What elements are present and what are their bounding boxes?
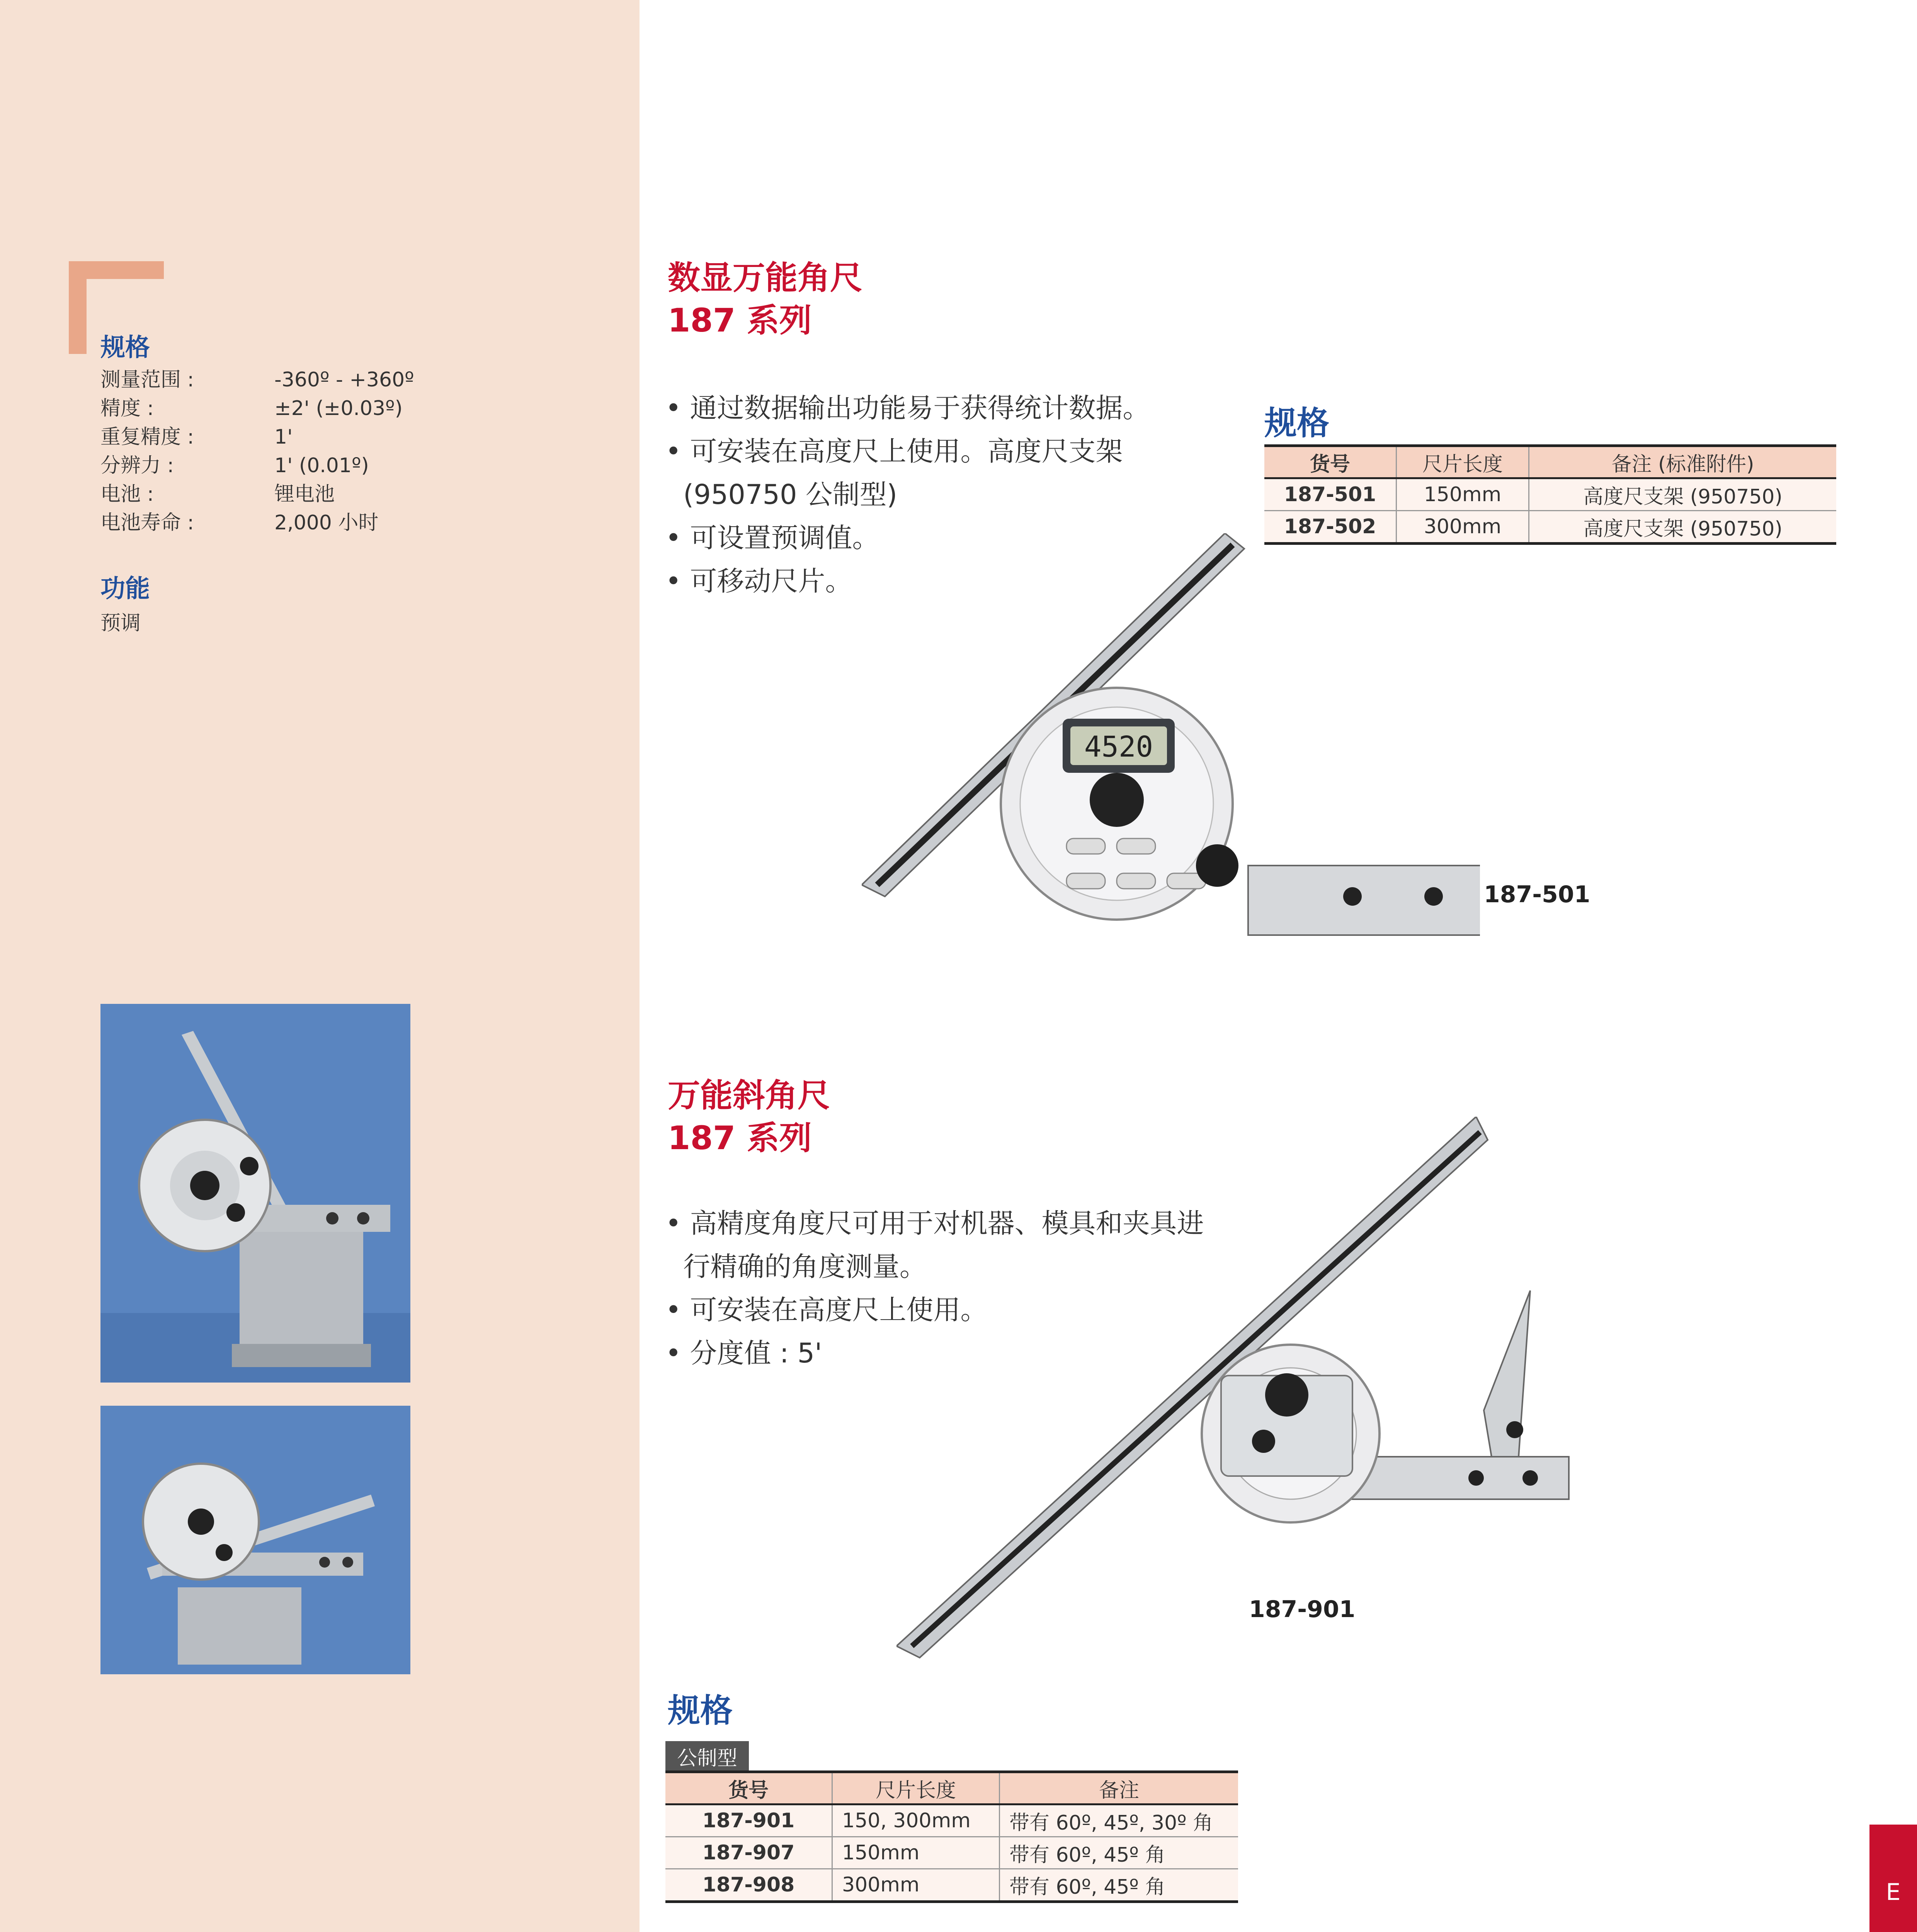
spec-value: 2,000 小时 bbox=[274, 511, 379, 534]
bullet-item: • 可设置预调值。 bbox=[665, 522, 879, 554]
spec-label: 精度 : bbox=[100, 397, 154, 420]
bullet-item: • 可移动尺片。 bbox=[665, 565, 852, 597]
photo-protractor-on-block bbox=[100, 1406, 410, 1674]
table-cell: 187-901 bbox=[665, 1804, 832, 1837]
table-cell: 187-502 bbox=[1264, 511, 1397, 544]
section-tab-e[interactable]: E bbox=[1869, 1825, 1917, 1932]
col-header: 备注 bbox=[1000, 1772, 1238, 1804]
spec-row bbox=[100, 480, 414, 509]
spec-label: 测量范围 : bbox=[100, 368, 194, 391]
spec-row bbox=[100, 423, 414, 451]
table-cell: 带有 60º, 45º 角 bbox=[1000, 1837, 1238, 1869]
spec-label: 电池寿命 : bbox=[100, 511, 194, 534]
table-cell: 带有 60º, 45º, 30º 角 bbox=[1000, 1804, 1238, 1837]
image-label-187-501: 187-501 bbox=[1484, 881, 1590, 908]
image-label-187-901: 187-901 bbox=[1249, 1596, 1356, 1623]
col-header: 货号 bbox=[1264, 446, 1397, 478]
photo-protractor-on-height-gauge bbox=[100, 1004, 410, 1383]
bullet-item: (950750 公制型) bbox=[683, 479, 898, 510]
section2-title: 万能斜角尺 bbox=[668, 1077, 830, 1114]
section2-title-block bbox=[668, 1074, 830, 1159]
spec-value: -360º - +360º bbox=[274, 368, 414, 391]
table-cell: 187-501 bbox=[1264, 478, 1397, 511]
table-row bbox=[665, 1837, 1238, 1869]
table-cell: 150mm bbox=[832, 1837, 1000, 1869]
spec-label: 重复精度 : bbox=[100, 425, 194, 449]
function-text: 预调 bbox=[100, 612, 141, 635]
table-cell: 150mm bbox=[1397, 478, 1529, 511]
table-row bbox=[1264, 478, 1836, 511]
table-cell: 187-908 bbox=[665, 1869, 832, 1902]
col-header: 尺片长度 bbox=[832, 1772, 1000, 1804]
spec-row bbox=[100, 451, 414, 480]
table-cell: 300mm bbox=[832, 1869, 1000, 1902]
digital-protractor-drawing bbox=[862, 533, 1480, 939]
bevel-protractor-drawing bbox=[896, 1117, 1577, 1665]
table-row bbox=[665, 1804, 1238, 1837]
bevel-protractor-image bbox=[896, 1117, 1577, 1665]
table-header-row bbox=[665, 1772, 1238, 1804]
section1-series: 187 系列 bbox=[668, 301, 812, 339]
bullet-item: • 可安装在高度尺上使用。 bbox=[665, 1294, 988, 1326]
section2-spec-heading: 规格 bbox=[668, 1692, 733, 1730]
bullet-item: • 可安装在高度尺上使用。高度尺支架 bbox=[665, 435, 1123, 467]
spec-label: 电池 : bbox=[100, 483, 154, 506]
spec-row bbox=[100, 394, 414, 423]
function-heading: 功能 bbox=[100, 575, 150, 603]
bullet-item: 行精确的角度测量。 bbox=[683, 1251, 927, 1282]
col-header: 货号 bbox=[665, 1772, 832, 1804]
section1-spec-table bbox=[1264, 444, 1836, 545]
spec-label: 分辨力 : bbox=[100, 454, 174, 477]
metric-type-tab: 公制型 bbox=[665, 1741, 749, 1772]
lcd-reading: 4520 bbox=[1084, 730, 1153, 764]
section1-title-block bbox=[668, 257, 862, 342]
col-header: 尺片长度 bbox=[1397, 446, 1529, 478]
bullet-item: • 通过数据输出功能易于获得统计数据。 bbox=[665, 392, 1150, 424]
spec-row bbox=[100, 366, 414, 394]
table-cell: 300mm bbox=[1397, 511, 1529, 544]
spec1-list bbox=[100, 366, 414, 537]
table-cell: 高度尺支架 (950750) bbox=[1529, 511, 1837, 544]
col-header: 备注 (标准附件) bbox=[1529, 446, 1837, 478]
spec-row bbox=[100, 509, 414, 537]
spec-value: 1' bbox=[274, 425, 293, 449]
spec1-block bbox=[100, 328, 414, 537]
table-cell: 187-907 bbox=[665, 1837, 832, 1869]
table-row bbox=[665, 1869, 1238, 1902]
spec-value: 1' (0.01º) bbox=[274, 454, 369, 477]
section2-spec-table bbox=[665, 1770, 1238, 1903]
table-cell: 带有 60º, 45º 角 bbox=[1000, 1869, 1238, 1902]
bullet-item: • 高精度角度尺可用于对机器、模具和夹具进 bbox=[665, 1208, 1204, 1239]
spec-value: 锂电池 bbox=[274, 483, 335, 506]
digital-protractor-image bbox=[862, 533, 1480, 939]
section2-series: 187 系列 bbox=[668, 1119, 812, 1157]
function-block bbox=[100, 569, 150, 636]
table-cell: 高度尺支架 (950750) bbox=[1529, 478, 1837, 511]
section1-title: 数显万能角尺 bbox=[668, 259, 863, 297]
table-header-row bbox=[1264, 446, 1836, 478]
protractor-photo-2 bbox=[100, 1406, 410, 1674]
section1-spec-heading: 规格 bbox=[1264, 404, 1330, 442]
table-cell: 150, 300mm bbox=[832, 1804, 1000, 1837]
spec1-heading: 规格 bbox=[100, 333, 150, 362]
spec-value: ±2' (±0.03º) bbox=[274, 397, 403, 420]
protractor-photo-1 bbox=[100, 1004, 410, 1383]
bullet-item: • 分度值 : 5' bbox=[665, 1337, 822, 1369]
